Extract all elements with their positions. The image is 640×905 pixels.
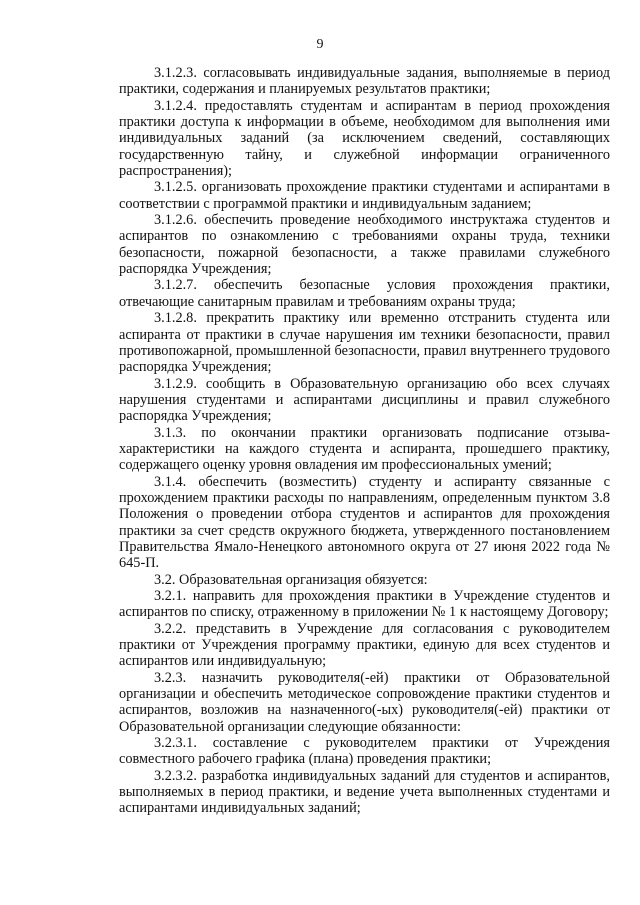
paragraph-3-1-2-3: 3.1.2.3. согласовывать индивидуальные задания, выполняемые в период практики, содержания и планируемых результатов практики;: [119, 65, 610, 98]
paragraph-3-1-2-5: 3.1.2.5. организовать прохождение практики студентами и аспирантами в соответствии с программой практики и индивидуальным заданием;: [119, 179, 610, 212]
paragraph-3-1-4: 3.1.4. обеспечить (возместить) студенту и аспиранту связанные с прохождением практики расходы по направлениям, определенным пунктом 3.8 Положения о проведении отбора студентов и аспирантов для прохождения практики за счет средств окружного бюджета, утвержденного постановлением Правительства Ямало-Ненецкого автономного округа от 27 июня 2022 года № 645-П.: [119, 473, 610, 572]
paragraph-3-2-1: 3.2.1. направить для прохождения практики в Учреждение студентов и аспирантов по списку, отраженному в приложении № 1 к настоящему Договору;: [119, 588, 610, 621]
paragraph-3-2-3-1: 3.2.3.1. составление с руководителем практики от Учреждения совместного рабочего графика (плана) проведения практики;: [119, 735, 610, 768]
document-body: [119, 65, 610, 817]
paragraph-3-2-2: 3.2.2. представить в Учреждение для согласования с руководителем практики от Учреждения программу практики, единую для всех студентов и аспирантов или индивидуальную;: [119, 620, 610, 670]
paragraph-3-1-3: 3.1.3. по окончании практики организовать подписание отзыва-характеристики на каждого студента и аспиранта, прошедшего практику, содержащего оценку уровня овладения им профессиональных умений;: [119, 424, 610, 474]
paragraph-3-1-2-7: 3.1.2.7. обеспечить безопасные условия прохождения практики, отвечающие санитарным правилам и требованиям охраны труда;: [119, 277, 610, 310]
paragraph-3-2-3-2: 3.2.3.2. разработка индивидуальных заданий для студентов и аспирантов, выполняемых в период практики, и ведение учета выполненных студентами и аспирантами индивидуальных заданий;: [119, 767, 610, 817]
paragraph-3-1-2-8: 3.1.2.8. прекратить практику или временно отстранить студента или аспиранта от практики в случае нарушения им техники безопасности, правил противопожарной, промышленной безопасности, правил внутреннего трудового распорядка Учреждения;: [119, 310, 610, 376]
page-number: 9: [316, 37, 324, 52]
paragraph-3-1-2-9: 3.1.2.9. сообщить в Образовательную организацию обо всех случаях нарушения студентами и аспирантами дисциплины и правил служебного распорядка Учреждения;: [119, 375, 610, 425]
paragraph-3-1-2-6: 3.1.2.6. обеспечить проведение необходимого инструктажа студентов и аспирантов по ознакомлению с требованиями охраны труда, техники безопасности, пожарной безопасности, а также правилами служебного распорядка Учреждения;: [119, 212, 610, 278]
paragraph-3-2-3: 3.2.3. назначить руководителя(-ей) практики от Образовательной организации и обеспечить методическое сопровождение практики студентов и аспирантов, возложив на назначенного(-ых) руководителя(-ей) практики от Образовательной организации следующие обязанности:: [119, 669, 610, 735]
paragraph-3-1-2-4: 3.1.2.4. предоставлять студентам и аспирантам в период прохождения практики доступа к информации в объеме, необходимом для выполнения ими индивидуальных заданий (за исключением сведений, составляющих государственную тайну, и служебной информации ограниченного распространения);: [119, 97, 610, 180]
paragraph-3-2: 3.2. Образовательная организация обязуется:: [154, 571, 428, 588]
